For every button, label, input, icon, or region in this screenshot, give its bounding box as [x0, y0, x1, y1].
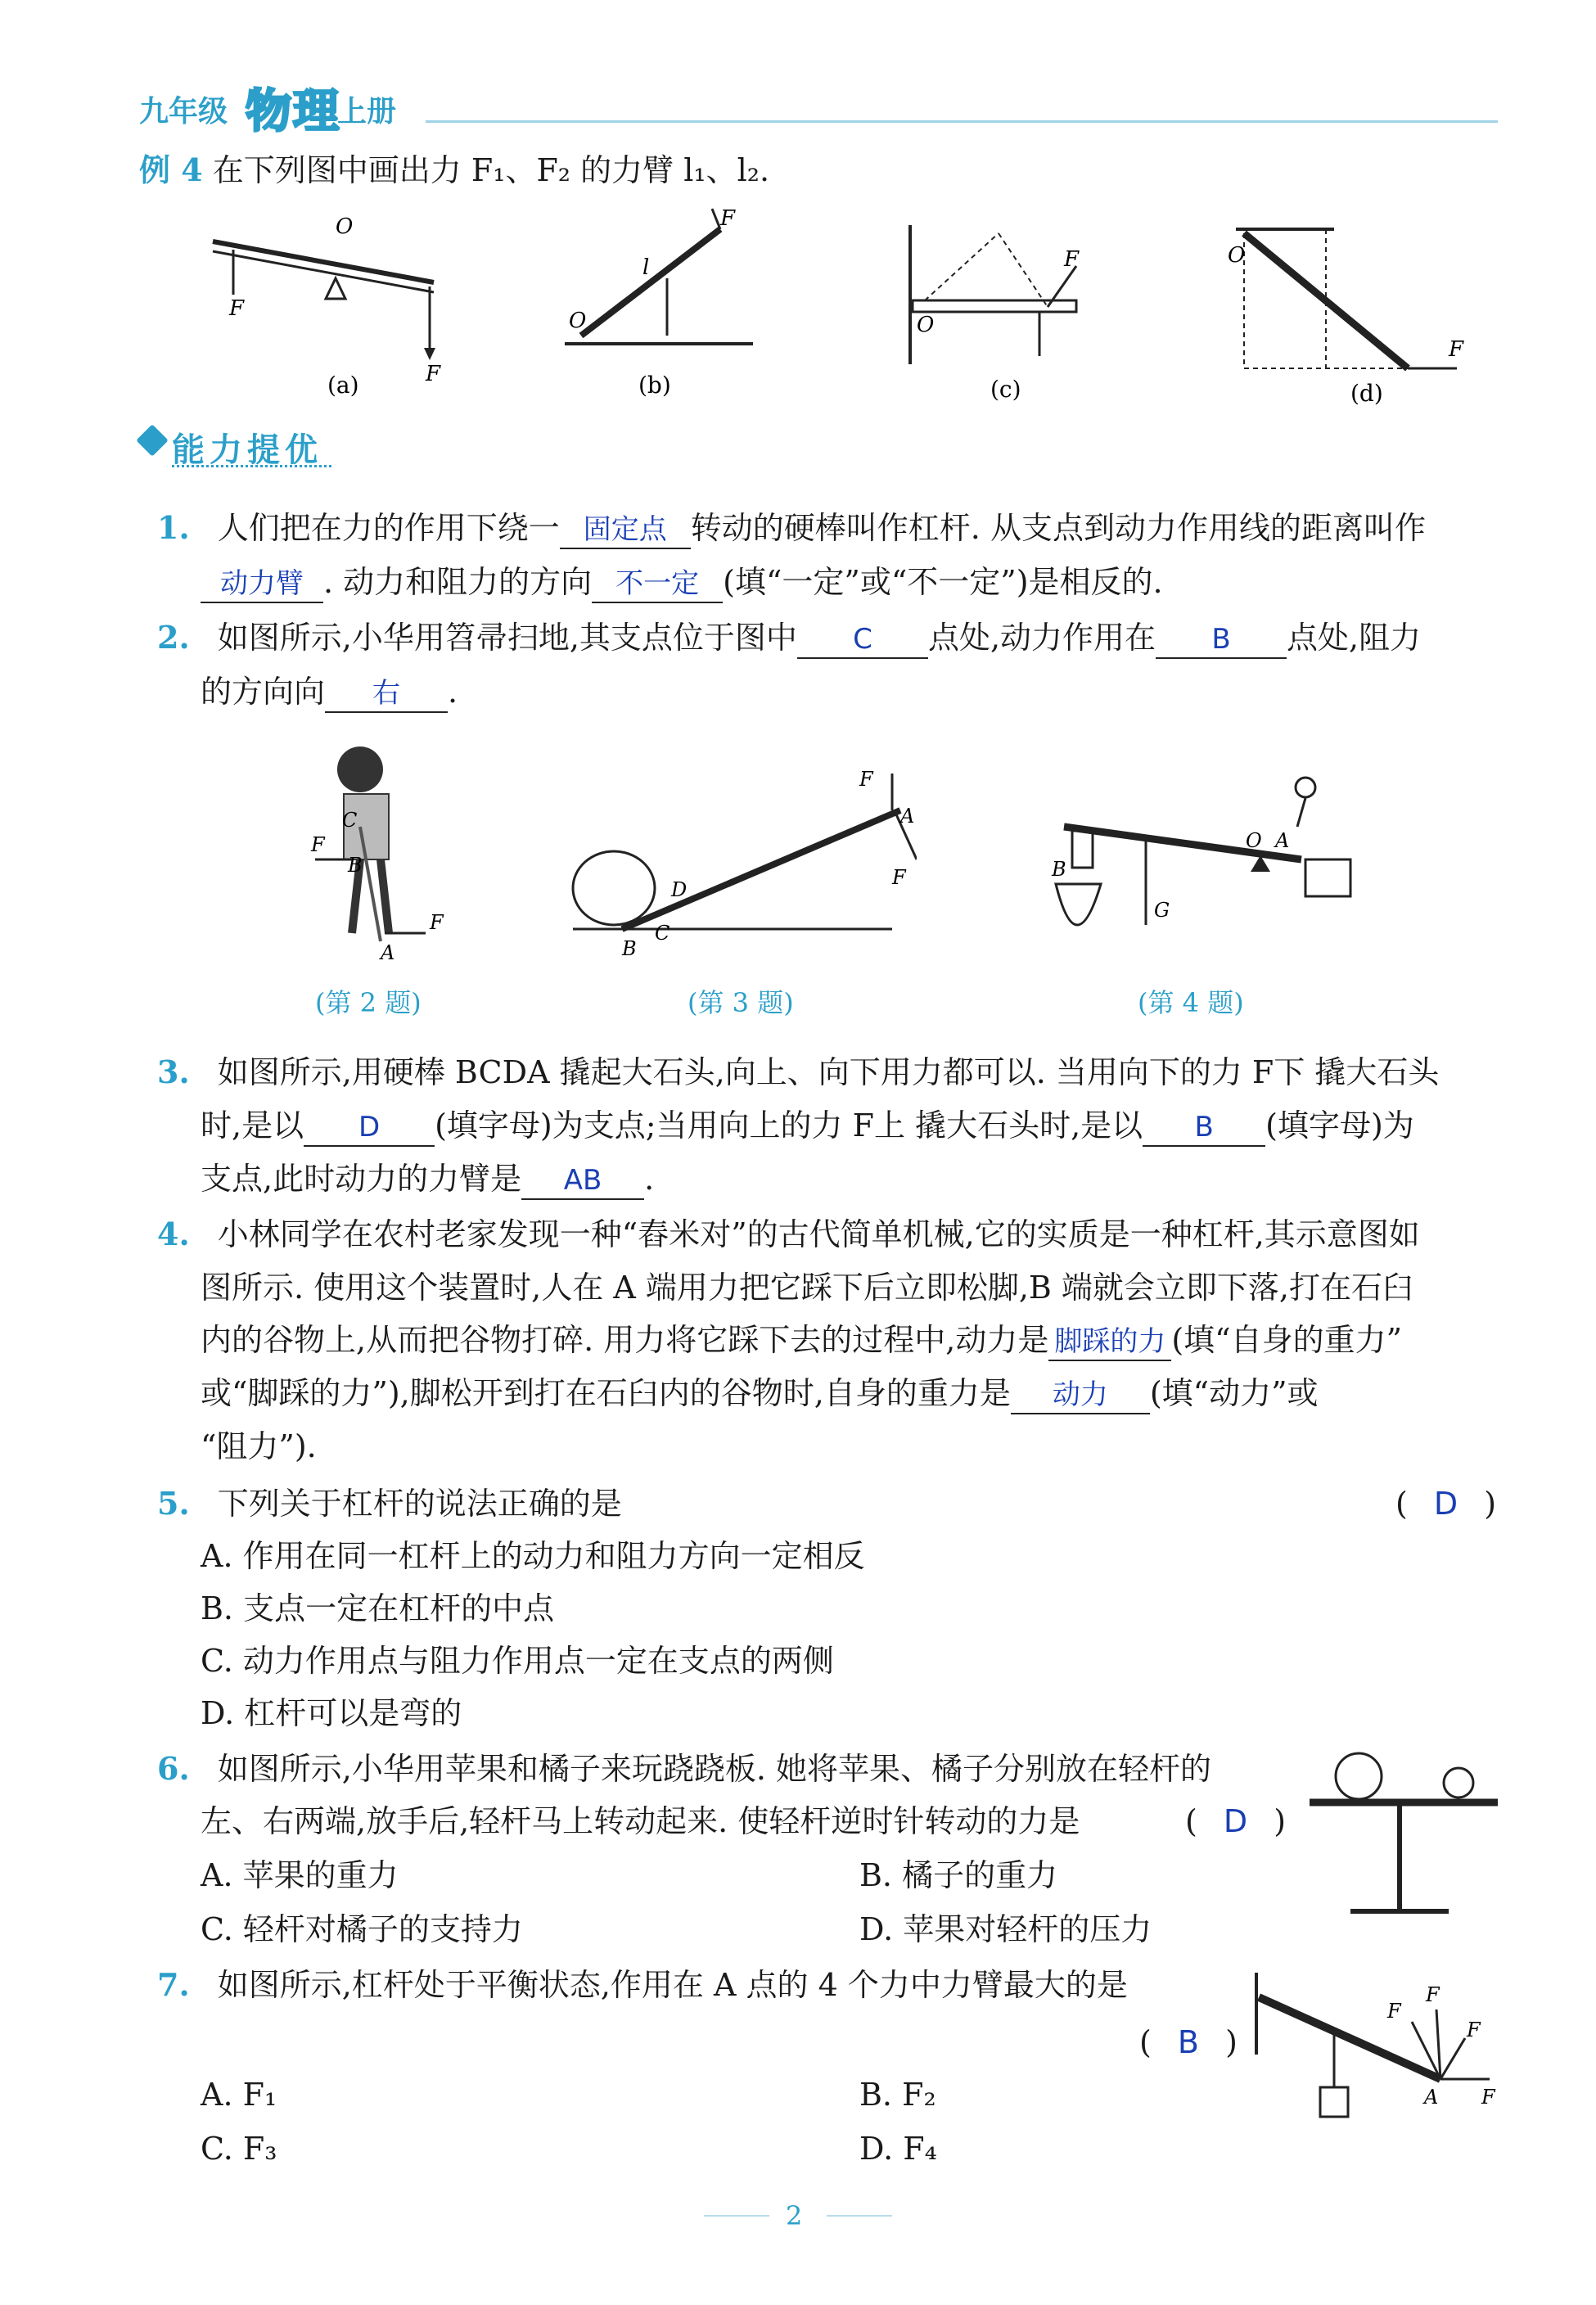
q4-text: 或“脚踩的力”),脚松开到打在石臼内的谷物时,自身的重力是: [201, 1375, 1011, 1411]
svg-text:l: l: [642, 255, 650, 280]
figure-q2: [303, 737, 483, 966]
q3-text: 如图所示,用硬棒 BCDA 撬起大石头,向上、向下用力都可以. 当用向下的力 F下 撬大石头: [217, 1054, 1440, 1090]
q4-line3: [201, 1319, 1402, 1361]
q4-text: 小林同学在农村老家发现一种“舂米对”的古代简单机械,它的实质是一种杠杆,其示意图如: [217, 1216, 1420, 1252]
figure-4b: [557, 205, 786, 409]
q6-option-b: B. 橘子的重力: [859, 1857, 1058, 1893]
q6-answer-bracket: ( D ): [1185, 1803, 1287, 1839]
svg-text:C: C: [342, 809, 358, 832]
q3-text: 支点,此时动力的力臂是: [201, 1161, 522, 1197]
q2-answer-3: 右: [325, 675, 448, 713]
q4-line5: “阻力”).: [201, 1428, 317, 1464]
svg-text:F: F: [430, 911, 444, 934]
q7-text: 如图所示,杠杆处于平衡状态,作用在 A 点的 4 个力中力臂最大的是: [217, 1967, 1128, 2003]
svg-text:O: O: [917, 313, 935, 337]
q1-line2: [201, 562, 1163, 603]
q5-option-c: C. 动力作用点与阻力作用点一定在支点的两侧: [201, 1643, 834, 1679]
svg-text:O: O: [336, 214, 354, 239]
q2-line2: [201, 671, 458, 713]
svg-text:O: O: [1246, 829, 1262, 852]
q5-option-b: B. 支点一定在杠杆的中点: [201, 1590, 555, 1626]
q4-text: 内的谷物上,从而把谷物打碎. 用力将它踩下去的过程中,动力是: [201, 1322, 1049, 1358]
svg-text:B: B: [1052, 858, 1066, 881]
example4-line: [139, 150, 769, 191]
header-rule: [426, 120, 1498, 123]
q7-option-d: D. F₄: [859, 2131, 937, 2167]
q7-stem: [157, 1964, 1128, 2005]
figure-q6: [1301, 1743, 1506, 1932]
q1-answer-2: 动力臂: [201, 566, 323, 603]
svg-text:F: F: [1387, 2000, 1401, 2023]
caption-a: (a): [327, 372, 359, 399]
q2-text: 如图所示,小华用笤帚扫地,其支点位于图中: [217, 620, 797, 656]
page-number-rule-left: [704, 2215, 769, 2217]
q7-option-c: C. F₃: [201, 2131, 277, 2167]
page-number-rule-right: [827, 2215, 892, 2217]
q3-answer-1: D: [304, 1109, 435, 1147]
q1-text: 转动的硬棒叫作杠杆. 从支点到动力作用线的距离叫作: [690, 510, 1426, 546]
q2-text: 点处,阻力: [1287, 620, 1422, 656]
svg-text:F: F: [1481, 2086, 1495, 2109]
caption-b: (b): [638, 372, 671, 399]
q3-line1: [157, 1052, 1439, 1093]
q1-line1: [157, 507, 1426, 549]
q4-text: (填“动力”或: [1149, 1375, 1319, 1411]
q5-option-a: A. 作用在同一杠杆上的动力和阻力方向一定相反: [201, 1538, 865, 1574]
svg-text:F: F: [1467, 2019, 1481, 2041]
svg-text:F: F: [720, 206, 736, 231]
header-grade: 九年级: [139, 95, 228, 129]
q2-line1: [157, 617, 1421, 659]
q6-option-d: D. 苹果对轻杆的压力: [859, 1911, 1152, 1947]
figure-4c: [900, 217, 1113, 413]
q4-number: 4.: [157, 1216, 190, 1252]
example4-label: 例 4: [139, 151, 203, 188]
page-number: 2: [786, 2200, 803, 2231]
svg-text:G: G: [1154, 899, 1170, 922]
q2-answer-2: B: [1156, 621, 1287, 659]
pencil-icon: [136, 424, 169, 457]
q2-text: 的方向向: [201, 674, 326, 710]
q1-answer-3: 不一定: [592, 566, 723, 603]
q1-text: 人们把在力的作用下绕一: [217, 510, 560, 546]
q5-answer: D: [1433, 1486, 1458, 1522]
q5-option-d: D. 杠杆可以是弯的: [201, 1695, 462, 1731]
q1-text: . 动力和阻力的方向: [323, 564, 593, 600]
header-volume: 上册: [337, 95, 397, 129]
q4-line1: [157, 1214, 1420, 1255]
q4-answer-1: 脚踩的力: [1048, 1324, 1171, 1361]
svg-text:F: F: [229, 296, 245, 321]
svg-text:A: A: [1424, 2086, 1439, 2109]
q5-answer-bracket: ( D ): [1395, 1486, 1497, 1522]
q5-stem: [157, 1483, 622, 1524]
q2-number: 2.: [157, 619, 190, 656]
figure-4a: [196, 201, 467, 409]
q3-text: (填字母)为: [1265, 1107, 1414, 1143]
svg-text:F: F: [892, 866, 906, 889]
svg-text:F: F: [1064, 247, 1080, 272]
q3-answer-3: AB: [521, 1162, 644, 1200]
svg-text:A: A: [1275, 829, 1290, 852]
q7-answer-bracket: ( B ): [1139, 2024, 1238, 2060]
caption-q3: (第 3 题): [688, 987, 794, 1018]
caption-d: (d): [1350, 380, 1383, 407]
svg-text:F: F: [859, 768, 873, 791]
q4-text: (填“自身的重力”: [1171, 1322, 1403, 1358]
q2-answer-1: C: [797, 621, 928, 659]
q3-answer-2: B: [1143, 1109, 1265, 1147]
q1-number: 1.: [157, 509, 190, 546]
svg-text:B: B: [622, 937, 637, 960]
q3-line2: [201, 1105, 1414, 1147]
svg-text:F: F: [1426, 1983, 1440, 2006]
q3-number: 3.: [157, 1053, 190, 1090]
svg-text:F: F: [1449, 337, 1464, 362]
q7-option-a: A. F₁: [201, 2077, 277, 2113]
caption-q4: (第 4 题): [1138, 987, 1244, 1018]
q3-text: 时,是以: [201, 1107, 304, 1143]
q5-number: 5.: [157, 1485, 190, 1522]
caption-q2: (第 2 题): [315, 987, 422, 1018]
q7-option-b: B. F₂: [859, 2077, 936, 2113]
q4-line4: [201, 1373, 1319, 1414]
q6-line2: 左、右两端,放手后,轻杆马上转动起来. 使轻杆逆时针转动的力是: [201, 1803, 1080, 1839]
svg-text:A: A: [381, 941, 395, 964]
svg-text:O: O: [1228, 243, 1246, 268]
q4-line2: 图所示. 使用这个装置时,人在 A 端用力把它踩下后立即松脚,B 端就会立即下落,打在石臼: [201, 1270, 1414, 1306]
header-subject: 物理: [246, 85, 340, 138]
q1-text: (填“一定”或“不一定”)是相反的.: [723, 564, 1163, 600]
q1-answer-1: 固定点: [560, 512, 691, 549]
figure-4d: [1220, 217, 1490, 413]
figure-q7: [1244, 1964, 1506, 2128]
q7-number: 7.: [157, 1966, 190, 2003]
q2-text: 点处,动力作用在: [927, 620, 1156, 656]
example4-text: 在下列图中画出力 F₁、F₂ 的力臂 l₁、l₂.: [212, 152, 770, 188]
q6-text: 如图所示,小华用苹果和橘子来玩跷跷板. 她将苹果、橘子分别放在轻杆的: [217, 1751, 1212, 1787]
svg-text:F: F: [311, 833, 325, 856]
q6-option-a: A. 苹果的重力: [201, 1857, 399, 1893]
figure-q4: [1031, 769, 1375, 982]
caption-c: (c): [990, 376, 1021, 403]
q6-line1: [157, 1748, 1211, 1789]
q7-answer: B: [1177, 2024, 1199, 2060]
q5-text: 下列关于杠杆的说法正确的是: [217, 1486, 622, 1522]
figure-q3: [565, 761, 917, 966]
svg-text:C: C: [655, 922, 670, 945]
q3-line3: [201, 1158, 654, 1200]
q4-answer-2: 动力: [1011, 1377, 1150, 1414]
svg-text:D: D: [671, 878, 688, 901]
q6-number: 6.: [157, 1750, 190, 1787]
svg-text:B: B: [348, 854, 363, 877]
section-title: 能力提优: [172, 431, 322, 469]
q6-option-c: C. 轻杆对橘子的支持力: [201, 1911, 523, 1947]
q2-text: .: [448, 674, 458, 710]
svg-text:F: F: [426, 362, 441, 386]
q3-text: (填字母)为支点;当用向上的力 F上 撬大石头时,是以: [435, 1107, 1143, 1143]
svg-text:O: O: [569, 309, 587, 333]
section-rule: [172, 465, 331, 467]
q6-answer: D: [1223, 1803, 1248, 1839]
svg-text:A: A: [900, 805, 915, 828]
q3-text: .: [644, 1161, 655, 1197]
